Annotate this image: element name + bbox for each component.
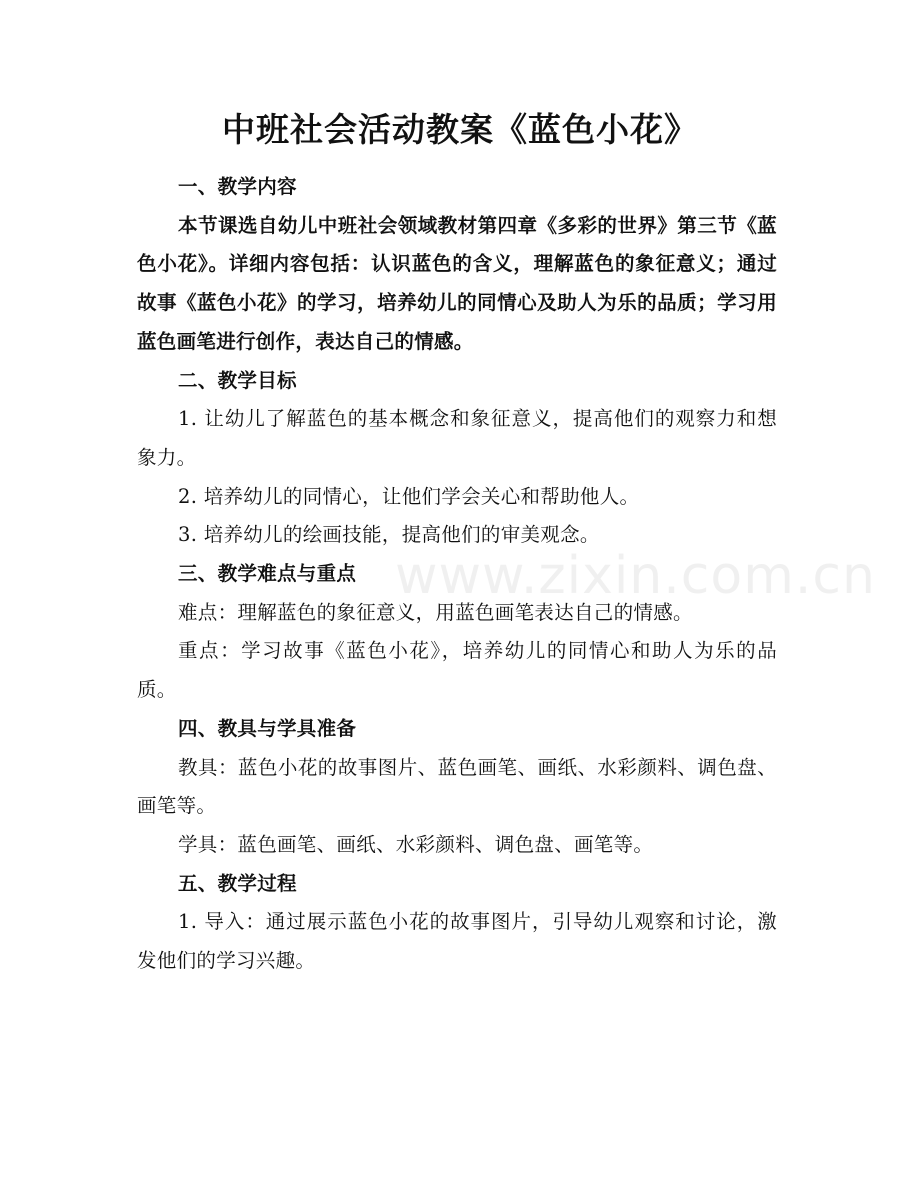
section-paragraph: 重点：学习故事《蓝色小花》，培养幼儿的同情心和助人为乐的品质。 bbox=[137, 639, 777, 702]
section-heading: 三、教学难点与重点 bbox=[178, 562, 357, 586]
section-paragraph: 教具：蓝色小花的故事图片、蓝色画笔、画纸、水彩颜料、调色盘、画笔等。 bbox=[137, 755, 777, 818]
section-paragraph: 1. 让幼儿了解蓝色的基本概念和象征意义，提高他们的观察力和想象力。 bbox=[137, 407, 777, 469]
section-paragraph: 学具：蓝色画笔、画纸、水彩颜料、调色盘、画笔等。 bbox=[178, 832, 654, 856]
document-body bbox=[137, 168, 777, 981]
section-heading: 五、教学过程 bbox=[178, 871, 297, 895]
watermark: www.zixin.com.cn bbox=[395, 546, 876, 606]
section-heading: 四、教具与学具准备 bbox=[178, 716, 357, 740]
section-heading: 二、教学目标 bbox=[178, 368, 297, 392]
section-paragraph: 1. 导入：通过展示蓝色小花的故事图片，引导幼儿观察和讨论，激发他们的学习兴趣。 bbox=[137, 910, 777, 973]
page-title: 中班社会活动教案《蓝色小花》 bbox=[222, 110, 698, 149]
section-paragraph: 本节课选自幼儿中班社会领域教材第四章《多彩的世界》第三节《蓝色小花》。详细内容包括：认识蓝色的含义，理解蓝色的象征意义；通过故事《蓝色小花》的学习，培养幼儿的同情心及助人为乐的品质；学习用蓝色画笔进行创作，表达自己的情感。 bbox=[137, 213, 777, 353]
section-paragraph: 难点：理解蓝色的象征意义，用蓝色画笔表达自己的情感。 bbox=[178, 600, 693, 624]
section-paragraph: 3. 培养幼儿的绘画技能，提高他们的审美观念。 bbox=[178, 523, 600, 547]
section-heading: 一、教学内容 bbox=[178, 175, 297, 198]
section-paragraph: 2. 培养幼儿的同情心，让他们学会关心和帮助他人。 bbox=[178, 484, 640, 508]
